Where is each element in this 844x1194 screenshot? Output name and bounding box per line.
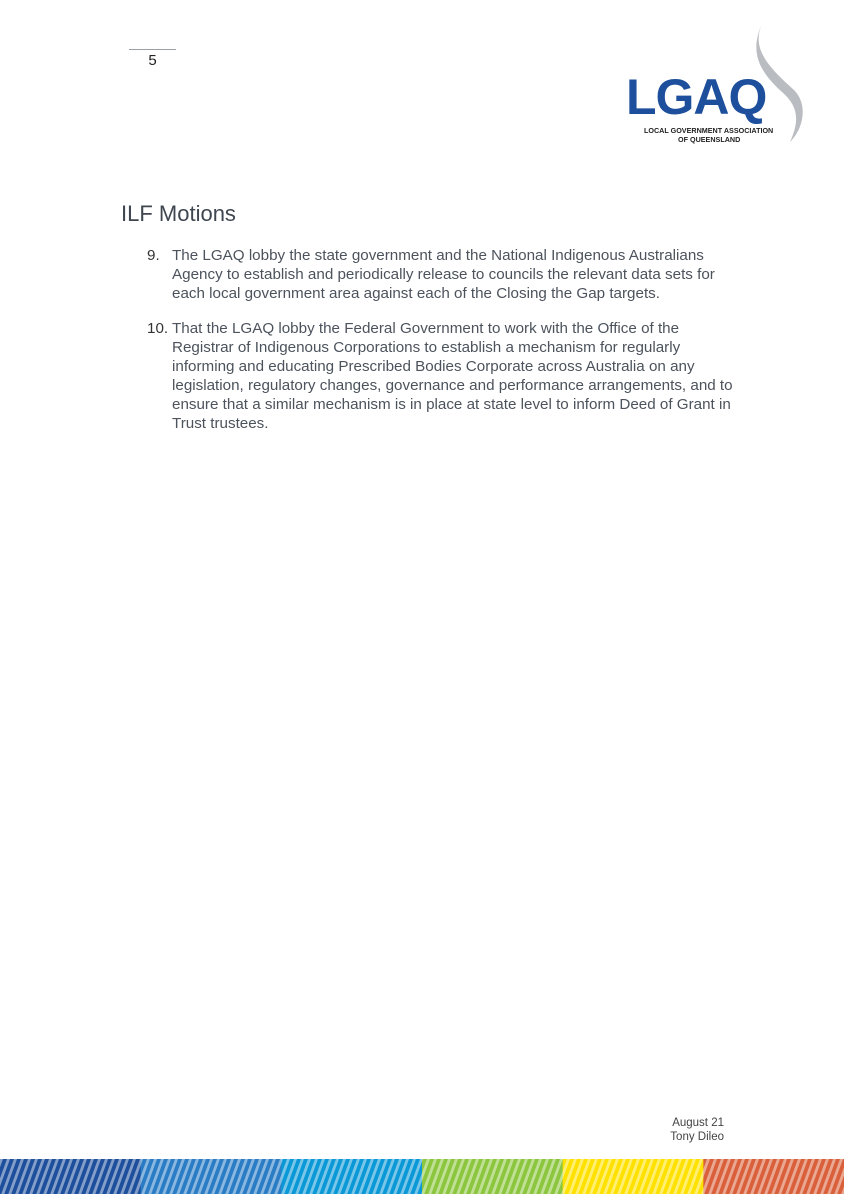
logo-line1: LOCAL GOVERNMENT ASSOCIATION (644, 126, 774, 135)
page-number-rule (129, 49, 176, 50)
page-number: 5 (148, 52, 157, 69)
decorative-stripe-band (0, 1159, 844, 1194)
motion-number: 9. (147, 247, 160, 264)
footer-author: Tony Dileo (670, 1131, 724, 1143)
logo-mark: LGAQ (626, 69, 767, 125)
section-title: ILF Motions (121, 201, 236, 226)
motion-number: 10. (147, 320, 169, 337)
logo-line2: OF QUEENSLAND (678, 135, 741, 144)
motion-text: That the LGAQ lobby the Federal Government to work with the Office of the Registrar of Indigenous Corporations to establish a mechanism for regularly informing and educating Prescribed Bodies Corporate across Australia on any legislation, regulatory changes, governance and performance arrangements, and to ensure that a similar mechanism is in place at state level to inform Deed of Grant in Trust trustees. (172, 320, 733, 432)
footer (670, 1116, 724, 1144)
motion-item (121, 319, 741, 433)
footer-date: August 21 (672, 1117, 724, 1129)
motion-item (121, 246, 741, 303)
lgaq-logo (622, 20, 804, 146)
motion-list (121, 246, 741, 449)
motion-text: The LGAQ lobby the state government and the National Indigenous Australians Agency to establish and periodically release to councils the relevant data sets for each local government area against each of the Closing the Gap targets. (172, 247, 715, 302)
